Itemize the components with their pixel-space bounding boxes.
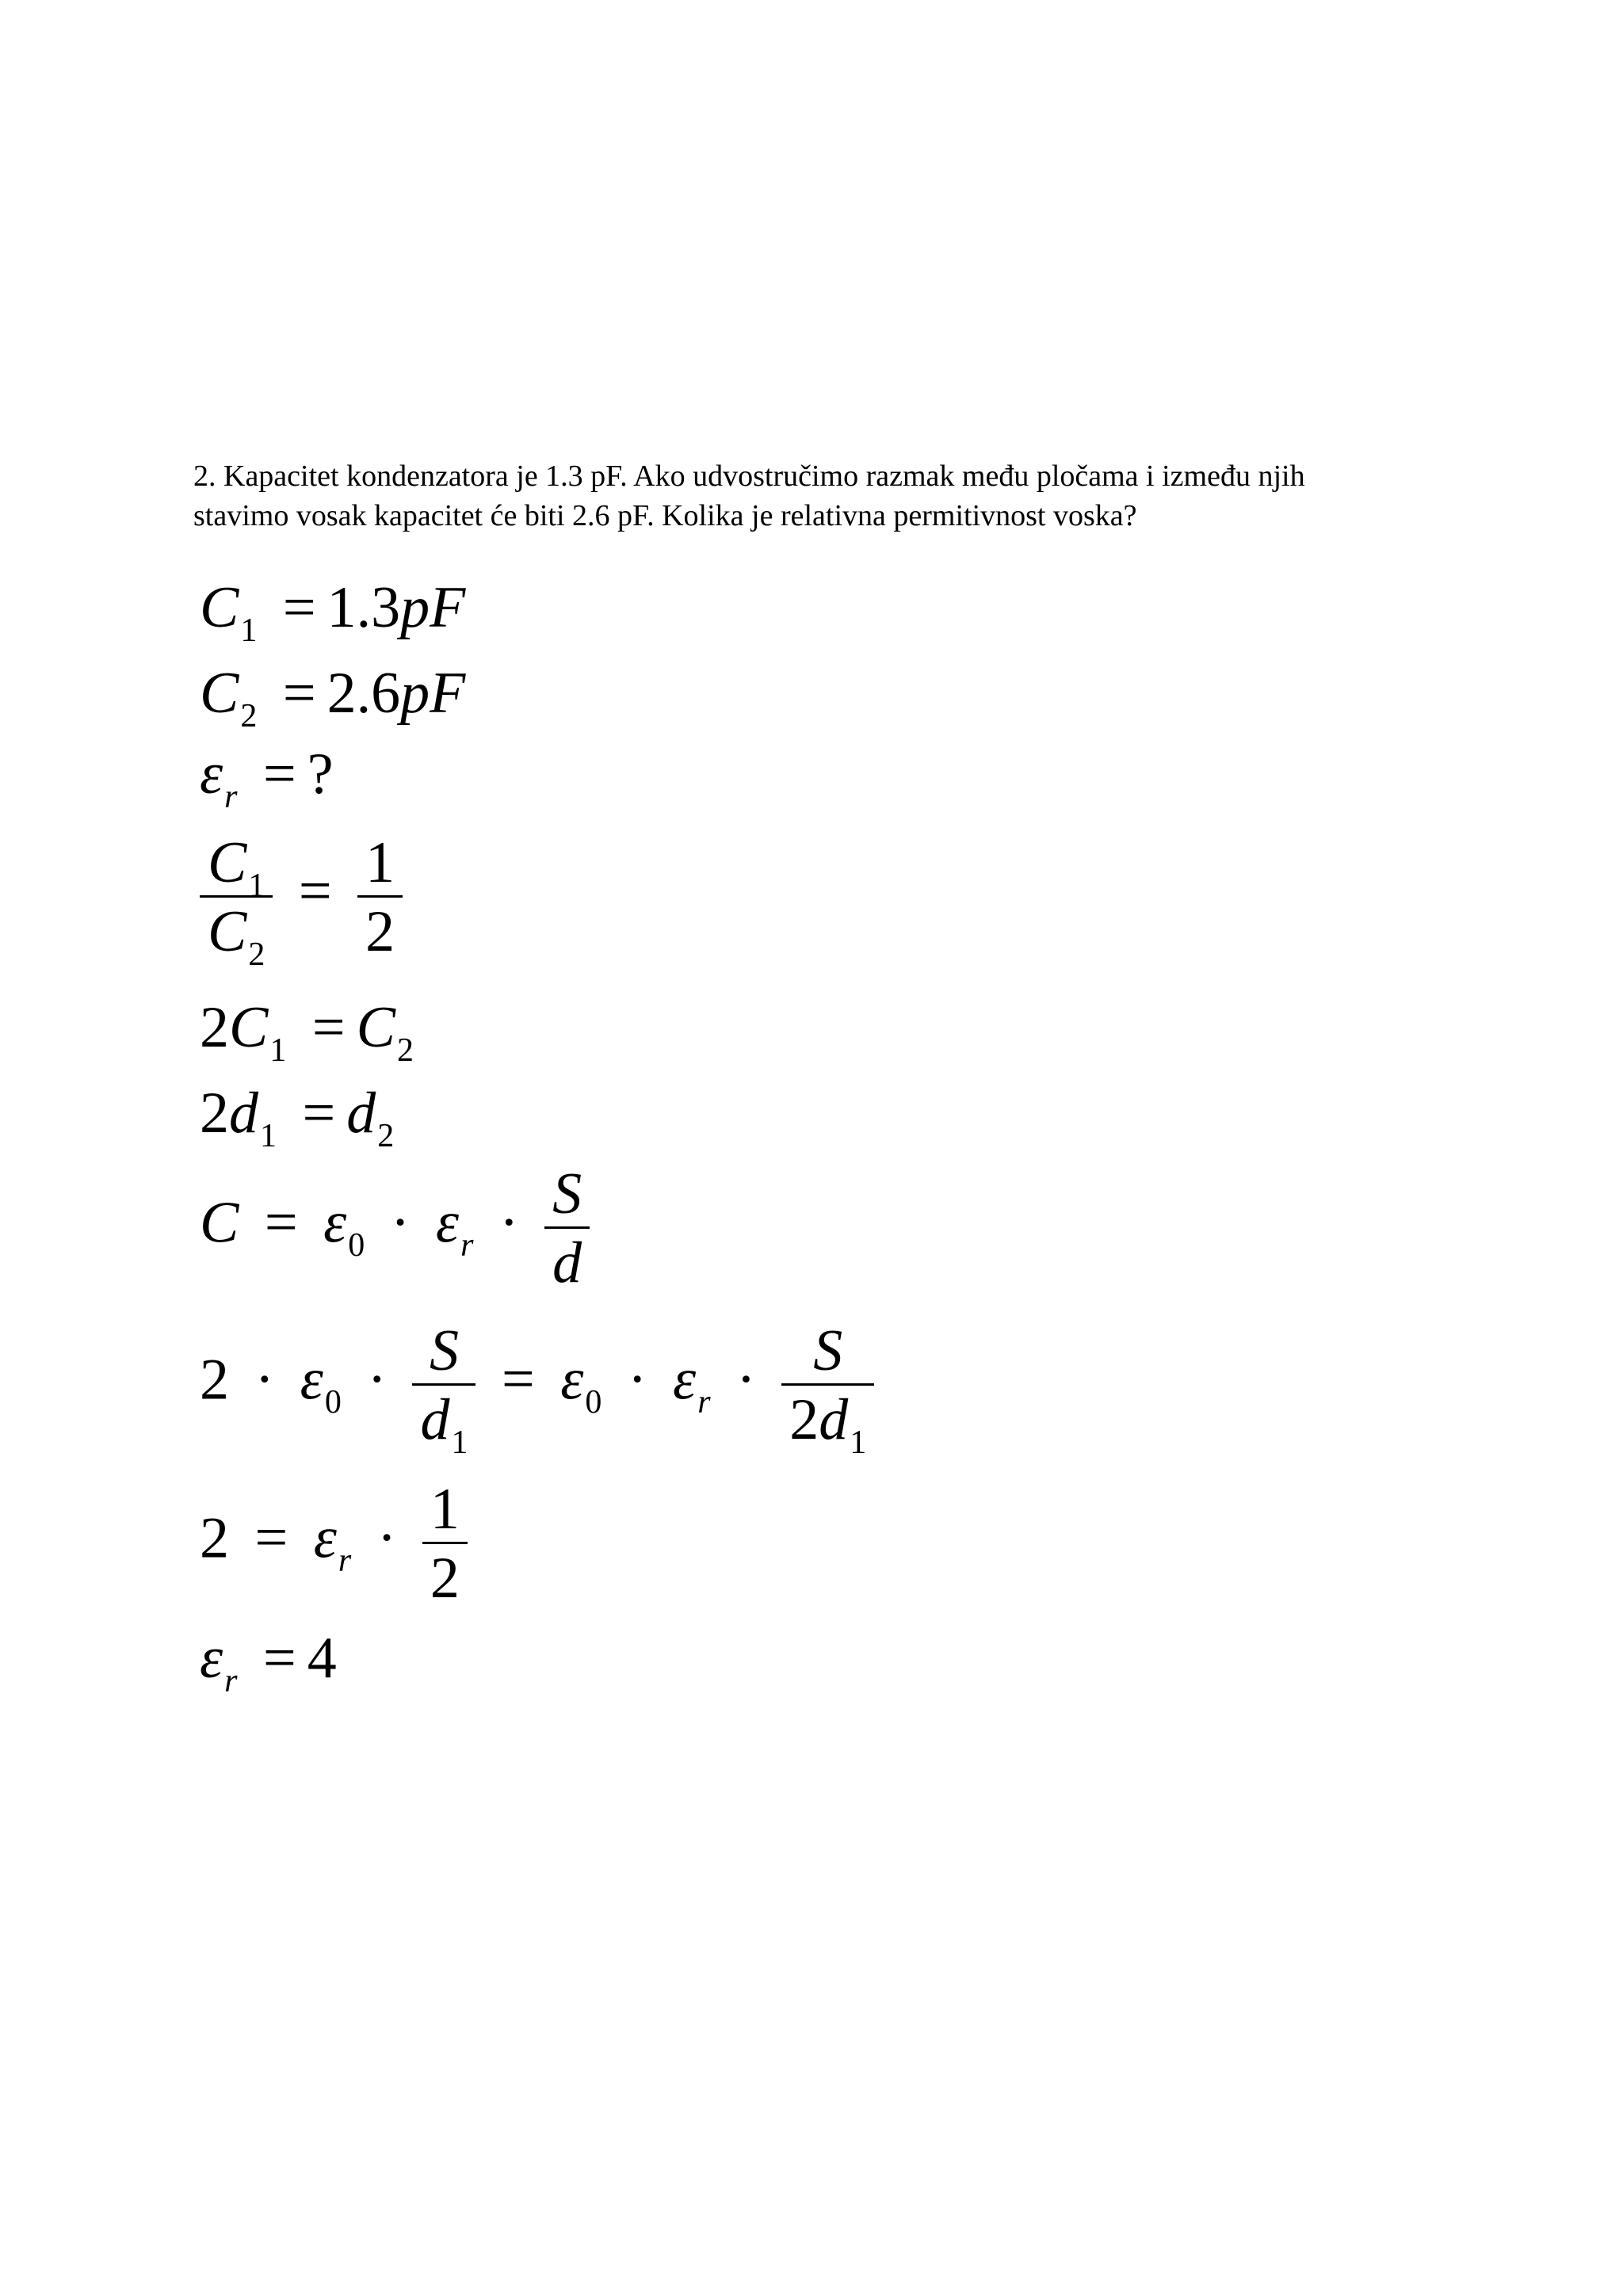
eq-ratio: $\frac{C_1}{C_2}$ = $\frac{1}{2}$ — [200, 833, 403, 961]
problem-line-2: stavimo vosak kapacitet će biti 2.6 pF. Kolika je relativna permitivnost voska? — [193, 499, 1137, 532]
eq-substitution: $2 \cdot \varepsilon_0$ · $\frac{S}{d_1}$ = $\varepsilon_0 \cdot \varepsilon_r$ · $\frac{S}{2d_1}$ — [200, 1322, 874, 1449]
eq-c1-given: $C_1 = 1.3pF$ — [200, 575, 466, 649]
eq-result: $\varepsilon_r = 4$ — [200, 1626, 337, 1699]
eq-c2-given: $C_2 = 2.6pF$ — [200, 661, 466, 734]
eq-2c1-c2: $2C_1 = C_2$ — [200, 995, 414, 1069]
problem-text — [193, 456, 1493, 536]
eq-unknown: $\varepsilon_r$ = ? — [200, 742, 334, 815]
fraction-s-d: $\frac{S}{d}$ — [544, 1165, 590, 1292]
fraction-s-2d1: $\frac{S}{2d_1}$ — [781, 1322, 874, 1449]
problem-line-1: 2. Kapacitet kondenzatora je 1.3 pF. Ako udvostručimo razmak među pločama i između njih — [193, 460, 1305, 493]
fraction-one-half-2: $\frac{1}{2}$ — [422, 1480, 468, 1608]
fraction-one-half: $\frac{1}{2}$ — [357, 833, 403, 961]
fraction-s-d1: $\frac{S}{d_1}$ — [412, 1322, 475, 1449]
eq-simplified: $2 = \varepsilon_r$ · $\frac{1}{2}$ — [200, 1480, 468, 1608]
eq-2d1-d2: $2d_1 = d_2$ — [200, 1081, 395, 1154]
fraction-c1-c2: $\frac{C_1}{C_2}$ — [200, 833, 273, 961]
eq-capacitance-formula: $C = \varepsilon_0 \cdot \varepsilon_r$ · $\frac{S}{d}$ — [200, 1165, 590, 1292]
